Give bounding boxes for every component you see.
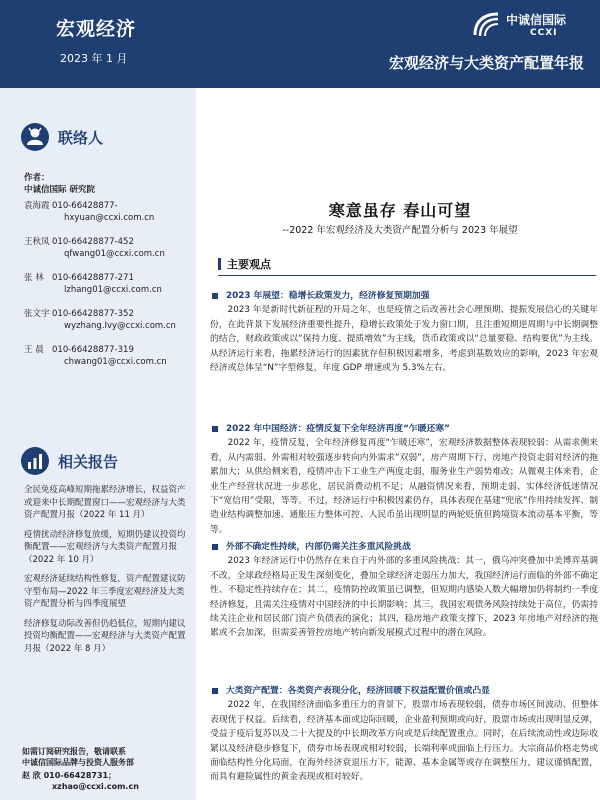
contact-name: 张 林 (24, 273, 44, 283)
contact-phone: 010-66428877-452 (52, 237, 134, 247)
section-body: 2023 年经济运行中仍然存在来自于内外部的多重风险挑战：其一，俄乌冲突叠加中美博弈基调不改，全球政经格局正发生深刻变化，叠加全球经济走弱压力加大，我国经济运行面临的外部不确定性、不稳定性持续存在；其二，疫情防控政策虽已调整，但短期内感染人数大幅增加仍将制约一季度经济修复，且需关注疫情对中国经济的中长期影响；其三，我国宏观债务风险持续处于高位，仍需持续关注企业和居民部门资产负债表的演化；其四，稳房地产政策支撑下，2023 年房地产对经济的拖累或不会加深，但需妥善管控房地产转向新发展模式过程中的潜在风险。 (210, 556, 598, 639)
subscription-info (22, 746, 192, 792)
report-type: 宏观经济与大类资产配置年报 (388, 54, 584, 72)
key-point-section (210, 289, 598, 375)
related-report-item[interactable]: 经济修复动际改善但仍趋低位，短期内建议投资均衡配置——宏观经济与大类资产配置月报（2022 年 8 月） (24, 618, 186, 654)
subscription-contact: 赵 欣 010-66428731； (22, 771, 117, 780)
contact-email[interactable]: lzhang01@ccxi.com.cn (64, 285, 162, 295)
contact-entry (24, 344, 194, 368)
contact-entry (24, 200, 194, 224)
contact-email[interactable]: hxyuan@ccxi.com.cn (64, 213, 155, 223)
subscription-dept: 中诚信国际品牌与投资人服务部 (22, 758, 134, 767)
logo-chinese-name: 中诚信国际 (506, 13, 567, 27)
ccxi-logo-icon (472, 11, 502, 39)
subscription-email[interactable]: xzhao@ccxi.com.cn (52, 782, 139, 791)
section-body: 2022 年，在我国经济面临多重压力的背景下，股票市场表现较弱，债券市场区间波动、但整体表现优于权益。后续看，经济基本面或边际回暖，企业盈利预期或向好，股票市场或出现明显反弹，受益于疫后复苏以及二十大提及的中长期改革方向或是后续配置重点。同时，在后续流动性或边际收紧以及经济稳步修复下，债券市场表现或相对较弱，长端利率或面临上行压力。大宗商品价格走势或面临结构性分化局面，在海外经济衰退压力下，能源、基本金属等或存在调整压力，建议谨慎配置，而具有避险属性的黄金表现或相对较好。 (210, 700, 598, 783)
report-date: 2023 年 1 月 (60, 52, 128, 65)
section-heading: 2023 年展望：稳增长政策发力，经济修复预期加强 (226, 291, 430, 301)
main-content (200, 88, 600, 800)
bullet-square-icon (212, 688, 218, 694)
contact-entry (24, 308, 194, 332)
key-point-section (210, 684, 598, 785)
ccxi-logo (472, 9, 584, 43)
contact-entry (24, 272, 194, 296)
contact-email[interactable]: qfwang01@ccxi.com.cn (64, 249, 165, 259)
report-subtitle: --2022 年宏观经济及大类资产配置分析与 2023 年展望 (282, 225, 518, 236)
related-report-item[interactable]: 全民免疫高峰短期拖累经济增长，权益资产或迎来中长期配置窗口——宏观经济与大类资产配置月报（2022 年 11 月） (24, 485, 186, 520)
main-view-heading (218, 256, 271, 272)
contact-name: 王秋凤 (24, 237, 50, 247)
contact-phone: 010-66428877- (52, 201, 118, 211)
related-title: 相关报告 (58, 452, 119, 471)
contact-name: 张文宇 (24, 309, 50, 319)
report-category: 宏观经济 (56, 18, 137, 40)
subscription-line: 如需订阅研究报告，敬请联系 (22, 747, 126, 756)
related-report-item[interactable]: 疫情扰动经济修复放缓，短期仍建议投资均衡配置——宏观经济与大类资产配置月报（2022 年 10 月） (24, 529, 186, 565)
contacts-icon (20, 122, 50, 152)
report-title: 寒意虽存 春山可望 (328, 201, 472, 220)
section-heading: 外部不确定性持续，内部仍需关注多重风险挑战 (226, 542, 411, 552)
contact-phone: 010-66428877-319 (52, 345, 134, 355)
contacts-title: 联络人 (58, 128, 104, 147)
section-body: 2022 年，疫情反复，全年经济修复再度“乍暖还寒”，宏观经济数据整体表现较弱：从需求侧来看，从内需弱、外需相对较强逐步转向内外需求“双弱”，房产周期下行、房地产投资走弱对经济的拖累加大；从供给侧来看，疫情冲击下工业生产两度走弱，服务业生产弱势难改；从微观主体来看，企业生产经营状况进一步恶化，居民消费动机不足；从融资情况来看，预期走弱、实体经济低迷情况下“宽信用”受限，等等。不过，经济运行中积极因素仍存，具体表现在基建“兜底”作用持续发挥、制造业结构调整加速、通胀压力整体可控、人民币虽出现明显的两轮贬值但跨境资本流动基本平衡，等等。 (210, 438, 598, 535)
contacts-section-title (20, 120, 103, 154)
key-point-section (210, 540, 598, 641)
divider (218, 275, 596, 276)
authors-org: 中诚信国际 研究院 (24, 185, 95, 195)
contact-email[interactable]: chwang01@ccxi.com.cn (64, 357, 167, 367)
contact-name: 王 晨 (24, 345, 44, 355)
contact-phone: 010-66428877-352 (52, 309, 134, 319)
section-body: 2023 年是新时代新征程的开局之年，也是疫情之后改善社会心理预期、提振发展信心的关键年份，在此背景下发展经济重要性提升，稳增长政策处于发力窗口期，且注重短期逆周期与中长期调整的结合，财政政策或以“保持力度、提质增效”为主线，货币政策或以“总量要稳、结构要优”为主线。从经济运行来看，拖累经济运行的因素犹存但积极因素增多，考虑到基数效应的影响，2023 年宏观经济或总体呈“N”字型修复，年度 GDP 增速或为 5.3%左右。 (210, 305, 598, 374)
contact-phone: 010-66428877-271 (52, 273, 134, 283)
contact-entry (24, 236, 194, 260)
logo-english-name: CCXI (530, 28, 558, 38)
bullet-square-icon (212, 426, 218, 432)
bullet-square-icon (212, 293, 218, 299)
key-point-section (210, 422, 598, 537)
authors-label: 作者： (24, 173, 50, 183)
contact-email[interactable]: wyzhang.Ivy@ccxi.com.cn (64, 321, 176, 331)
section-heading: 大类资产配置：各类资产表现分化，经济回暖下权益配置价值或凸显 (226, 686, 490, 696)
related-section-title (20, 444, 118, 478)
related-reports-list (24, 484, 192, 662)
heading-bar (218, 258, 221, 270)
related-report-item[interactable]: 宏观经济延续结构性修复，资产配置建议防守型布局—2022 年三季度宏观经济及大类资产配置分析与四季度展望 (24, 574, 186, 609)
report-header (0, 0, 600, 88)
related-reports-icon (20, 446, 50, 476)
contact-name: 袁海霞 (24, 201, 50, 211)
contacts-block (24, 172, 194, 380)
main-view-title: 主要观点 (227, 258, 271, 271)
bullet-square-icon (212, 544, 218, 550)
section-heading: 2022 年中国经济：疫情反复下全年经济再度“乍暖还寒” (226, 424, 450, 434)
